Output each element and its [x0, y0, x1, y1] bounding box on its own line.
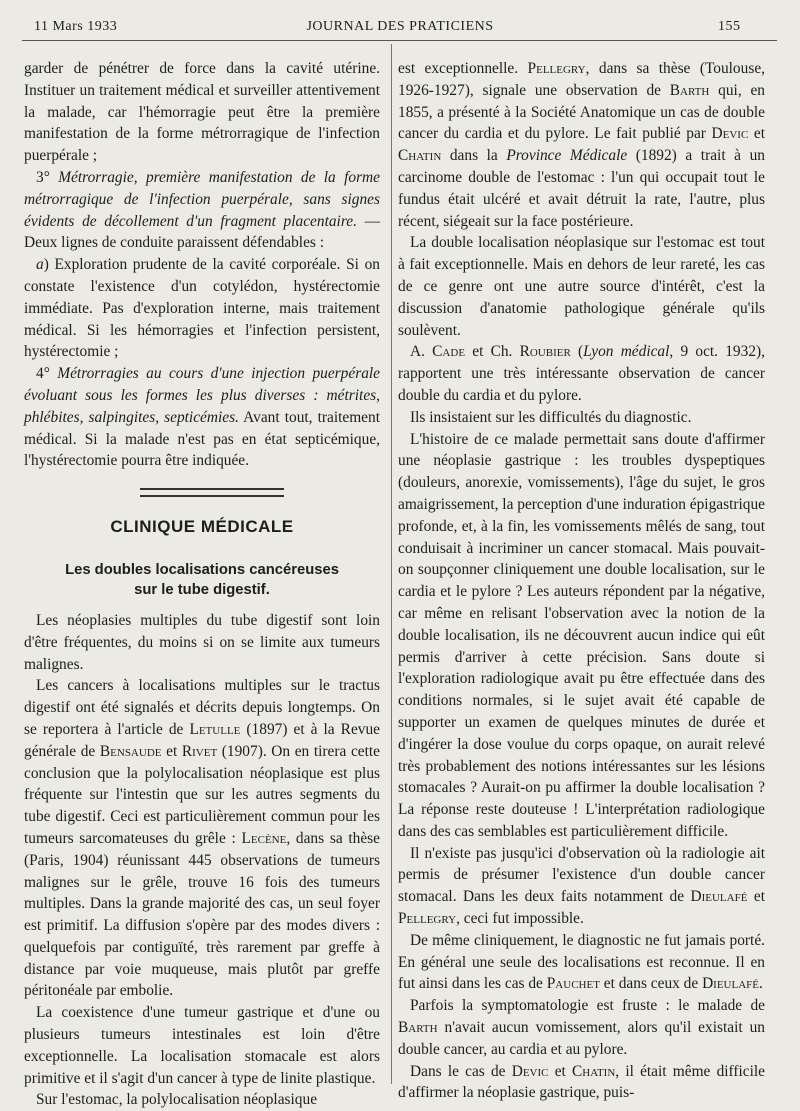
- paragraph: Dans le cas de Devic et Chatin, il était même difficile d'affirmer la néoplasie gastrique, puis-: [398, 1062, 766, 1102]
- paragraph: a) Exploration prudente de la cavité corporéale. Si on constate l'existence d'un cotylédon, hystérectomie immédiate. Pas d'exploration interne, mais traitement médical. Si les hémorragies et l'infection persistent, hystérectomie ;: [24, 256, 380, 361]
- right-column: [398, 58, 765, 1104]
- paragraph: La double localisation néoplasique sur l'estomac est tout à fait exceptionnelle. Mais en dehors de leur rareté, les cas de ce genre ont une autre source d'intérêt, c'est la discussion d'anatomie pathologique générale qu'ils soulèvent.: [398, 234, 765, 339]
- column-divider: [391, 44, 392, 1084]
- section-divider: [24, 480, 380, 516]
- paragraph: Parfois la symptomatologie est fruste : le malade de Barth n'avait aucun vomissement, alors qu'il existait un double cancer, au cardia et au pylore.: [398, 997, 765, 1058]
- paragraph: La coexistence d'une tumeur gastrique et d'une ou plusieurs tumeurs intestinales est loin d'être exceptionnelle. La localisation stomacale est alors primitive et il s'agit d'un cancer à type de linite plastique.: [24, 1004, 380, 1087]
- page-number: 155: [718, 19, 741, 34]
- header-rule: [22, 40, 777, 41]
- paragraph: L'histoire de ce malade permettait sans doute d'affirmer une néoplasie gastrique : les troubles dyspeptiques (douleurs, anorexie, vomissements), l'âge du sujet, le gros amaigrissement, la perception d'une induration épigastrique profonde, et, à la fin, les vomissements mêlés de sang, tout conduisait à incriminer un cancer stomacal. Mais pouvait-on soupçonner cliniquement une double localisation, sur le cardia et le pylore ? Les auteurs répondent par la négative, car même en relisant l'observation avec la notion de la double localisation, ils ne découvrent aucun indice qui eût permis d'arriver à cette précision. Sans doute si l'exploration radiologique avait pu être effectuée dans des conditions normales, si le sujet avait été capable de supporter un examen de quelques minutes de durée et d'ingérer la dose voulue du corps opaque, on aurait relevé très probablement des notions intéressantes sur les lésions stomacales ? Aurait-on pu affirmer la double localisation ? La réponse reste douteuse ! L'interprétation radiologique dans des cas semblables est particulièrement difficile.: [398, 430, 765, 840]
- paragraph: Les néoplasies multiples du tube digestif sont loin d'être fréquentes, du moins si on se limite aux tumeurs malignes.: [24, 611, 380, 673]
- journal-title: JOURNAL DES PRATICIENS: [306, 19, 494, 34]
- paragraph: Sur l'estomac, la polylocalisation néoplasique: [36, 1091, 318, 1109]
- paragraph: est exceptionnelle. Pellegry, dans sa thèse (Toulouse, 1926-1927), signale une observation de Barth qui, en 1855, a présenté à la Société Anatomique un cas de double cancer du cardia et du pylore. Le fait publié par Devic et Chatin dans la Province Médicale (1892) a trait à un carcinome double de l'estomac : l'un qui occupait tout le fundus était ulcéré et avait détruit la rate, l'autre, plus récent, siégeait sur la face postérieure.: [398, 60, 765, 230]
- paragraph: Ils insistaient sur les difficultés du diagnostic.: [410, 408, 692, 426]
- paragraph: Les cancers à localisations multiples sur le tractus digestif ont été signalés et décrits depuis longtemps. On se reportera à l'article de Letulle (1897) et à la Revue générale de Bensaude et Rivet (1907). On en tirera cette conclusion que la polylocalisation néoplasique est plus fréquente sur l'intestin que sur les autres segments du tube digestif. Ceci est particulièrement commun pour les tumeurs sarcomateuses du grêle : Lecène, dans sa thèse (Paris, 1904) réunissant 445 observations de tumeurs malignes sur le grêle, trouve 16 fois des tumeurs multiples. Dans la grande majorité des cas, un seul foyer est primitif. La diffusion s'opère par des modes divers : quelquefois par contiguïté, très rarement par greffe à distance par voie muqueuse, mais plutôt par greffe péritonéale par embolie.: [24, 677, 381, 1000]
- paragraph: 3° Métrorragie, première manifestation de la forme métrorragique de l'infection puerpérale, sans signes évidents de décollement d'un fragment placentaire. — Deux lignes de conduite paraissent défendables :: [24, 168, 380, 252]
- issue-date: 11 Mars 1933: [34, 19, 118, 34]
- paragraph: De même cliniquement, le diagnostic ne fut jamais porté. En général une seule des localisations est reconnue. Il en fut ainsi dans les cas de Pauchet et dans ceux de Dieulafé.: [398, 931, 765, 993]
- paragraph: 4° Métrorragies au cours d'une injection puerpérale évoluant sous les formes les plus diverses : métrites, phlébites, salpingites, septicémies. Avant tout, traitement médical. Si la malade n'est pas en état septicémique, l'hystérectomie pourra être indiquée.: [24, 365, 380, 470]
- article-title: Les doubles localisations cancéreuses sur le tube digestif.: [65, 561, 339, 598]
- left-column: [24, 58, 380, 1111]
- section-title: CLINIQUE MÉDICALE: [110, 517, 294, 537]
- page-header: [0, 0, 800, 40]
- paragraph: garder de pénétrer de force dans la cavité utérine. Instituer un traitement médical et surveiller attentivement la malade, car l'hémorragie peut être la première manifestation de la forme métrorragique de l'infection puerpérale ;: [24, 60, 380, 165]
- paragraph: A. Cade et Ch. Roubier (Lyon médical, 9 oct. 1932), rapportent une très intéressante observation de cancer double du cardia et du pylore.: [398, 343, 765, 404]
- paragraph: Il n'existe pas jusqu'ici d'observation où la radiologie ait permis de présumer l'existence d'un double cancer stomacal. Dans les deux faits notamment de Dieulafé et Pellegry, ceci fut impossible.: [398, 844, 765, 928]
